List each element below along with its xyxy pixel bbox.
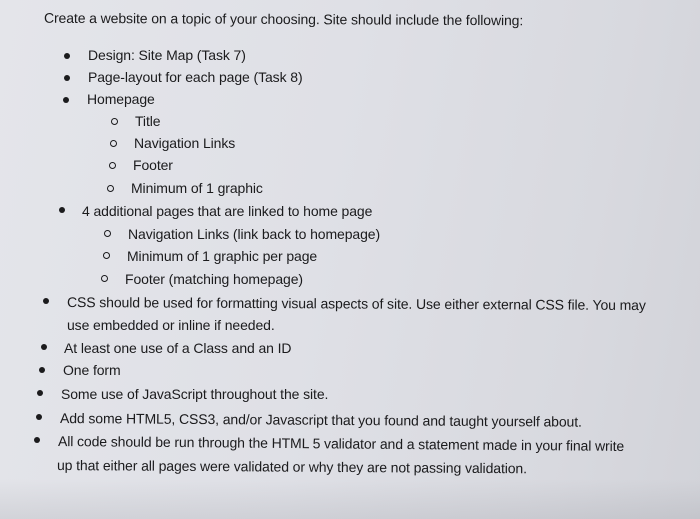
sub-list-item: Footer xyxy=(133,157,173,173)
document-heading: Create a website on a topic of your choosing. Site should include the following: xyxy=(43,9,524,29)
list-item: Design: Site Map (Task 7) xyxy=(88,47,246,63)
sub-list-item: Navigation Links xyxy=(134,135,236,151)
bullet xyxy=(64,75,70,81)
bullet xyxy=(43,298,49,304)
list-item: Homepage xyxy=(87,91,155,107)
list-item: Page-layout for each page (Task 8) xyxy=(88,69,303,85)
sub-bullet xyxy=(101,275,108,282)
sub-bullet xyxy=(109,162,116,169)
list-item: One form xyxy=(63,362,121,378)
list-item: 4 additional pages that are linked to home page xyxy=(82,203,373,219)
bullet xyxy=(39,367,45,373)
bullet xyxy=(37,390,43,396)
bullet xyxy=(64,53,70,59)
list-item-continuation: up that either all pages were validated or why they are not passing validation. xyxy=(56,457,527,477)
list-item: Some use of JavaScript throughout the site. xyxy=(61,386,329,402)
sub-bullet xyxy=(104,230,111,237)
bullet xyxy=(59,207,65,213)
sub-bullet xyxy=(103,252,110,259)
sub-list-item: Minimum of 1 graphic per page xyxy=(127,248,318,264)
sub-list-item: Footer (matching homepage) xyxy=(125,271,303,287)
list-item: All code should be run through the HTML 5 validator and a statement made in your final write xyxy=(57,433,625,454)
list-item: At least one use of a Class and an ID xyxy=(64,340,292,356)
sub-bullet xyxy=(111,118,118,125)
bullet xyxy=(63,97,69,103)
list-item-continuation: use embedded or inline if needed. xyxy=(67,317,275,333)
sub-bullet xyxy=(110,140,117,147)
sub-bullet xyxy=(107,185,114,192)
sub-list-item: Title xyxy=(135,113,161,129)
bullet xyxy=(36,414,42,420)
bullet xyxy=(41,344,47,350)
sub-list-item: Minimum of 1 graphic xyxy=(131,180,263,196)
sub-list-item: Navigation Links (link back to homepage) xyxy=(128,226,381,242)
bullet xyxy=(34,437,40,443)
list-item: CSS should be used for formatting visual aspects of site. Use either external CSS file. You may xyxy=(66,294,646,314)
list-item: Add some HTML5, CSS3, and/or Javascript that you found and taught yourself about. xyxy=(59,410,582,430)
